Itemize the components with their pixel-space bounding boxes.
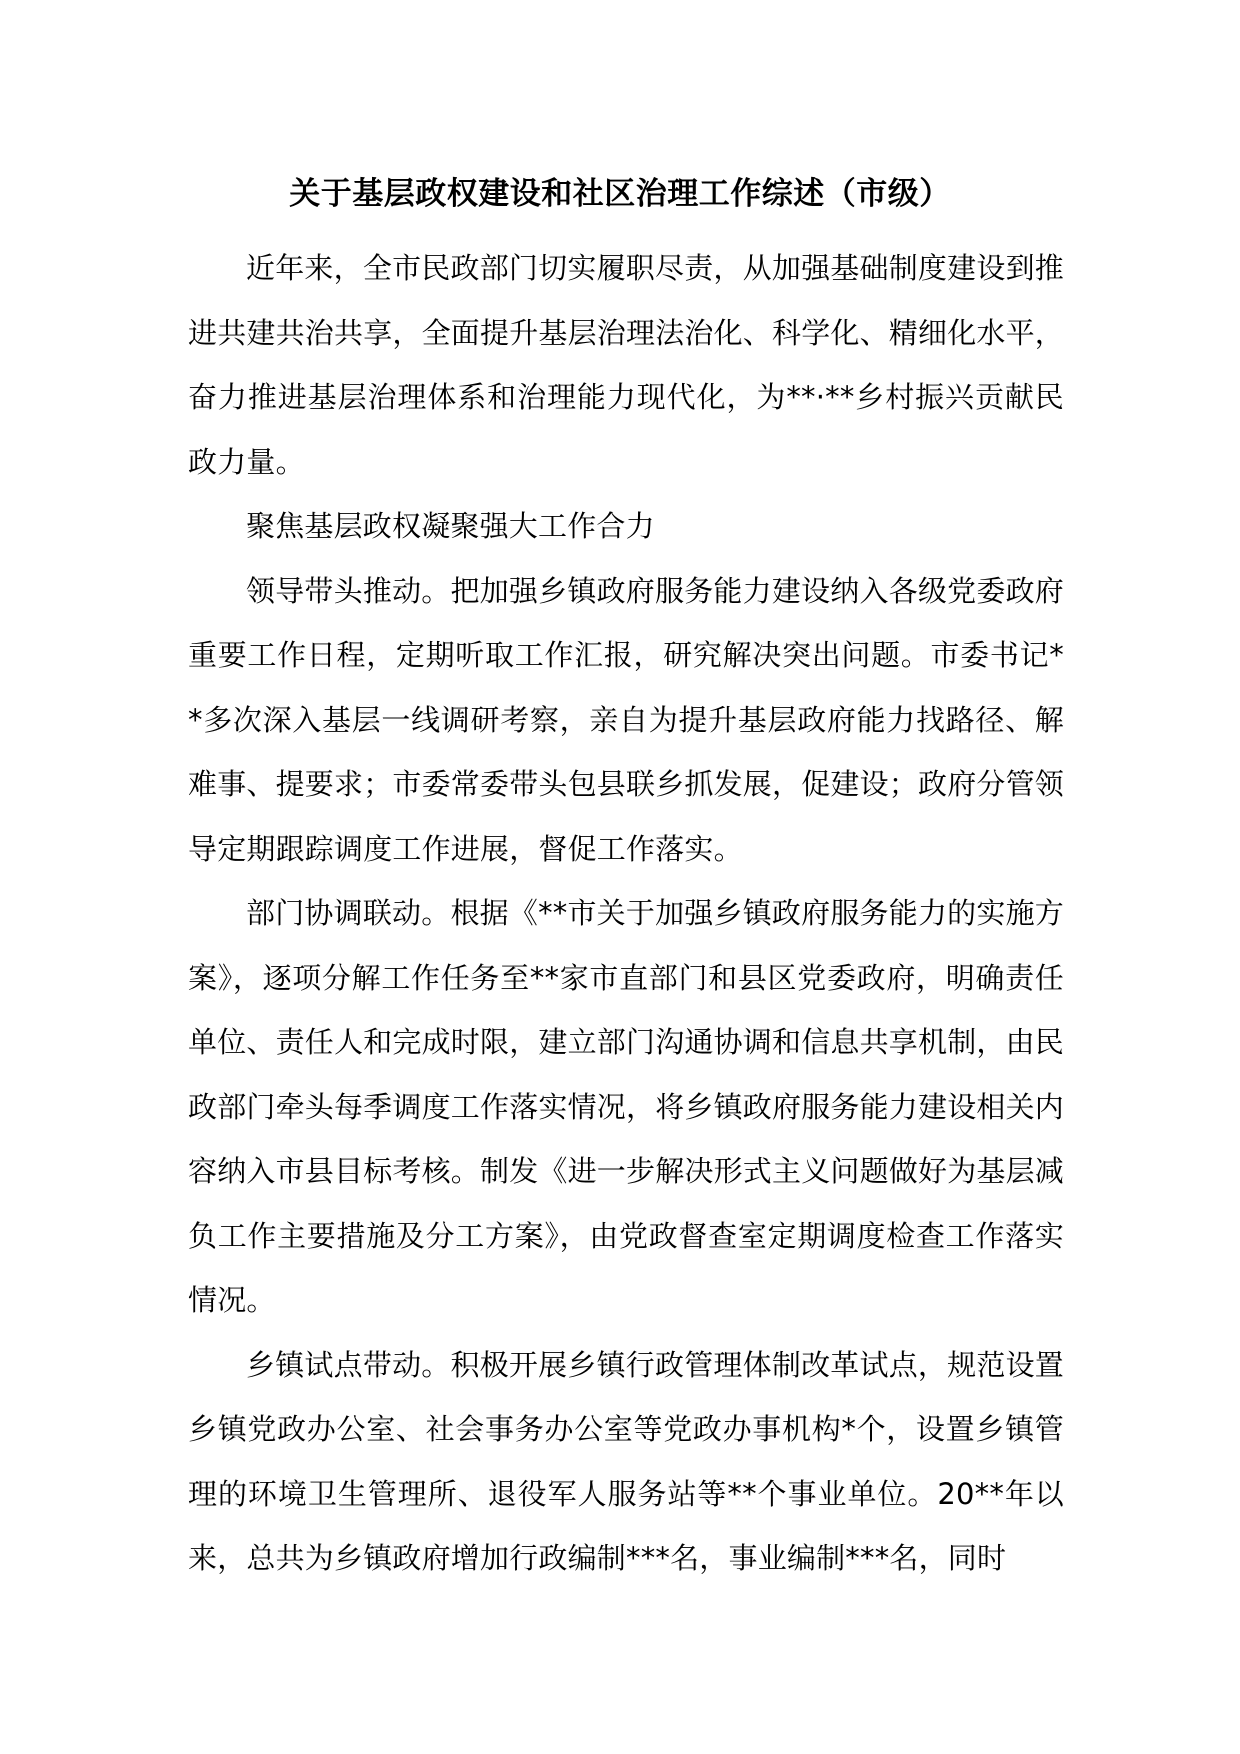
- document-body: [188, 236, 1064, 1591]
- document-title: 关于基层政权建设和社区治理工作综述（市级）: [289, 176, 951, 212]
- paragraph-township-pilot: 乡镇试点带动。积极开展乡镇行政管理体制改革试点，规范设置乡镇党政办公室、社会事务办公室等党政办事机构*个，设置乡镇管理的环境卫生管理所、退役军人服务站等**个事业单位。20**年以来，总共为乡镇政府增加行政编制***名，事业编制***名，同时: [188, 1347, 1064, 1575]
- paragraph-intro: 近年来，全市民政部门切实履职尽责，从加强基础制度建设到推进共建共治共享，全面提升基层治理法治化、科学化、精细化水平，奋力推进基层治理体系和治理能力现代化，为**·**乡村振兴贡献民政力量。: [188, 251, 1065, 479]
- section-heading: 聚焦基层政权凝聚强大工作合力: [246, 509, 655, 543]
- paragraph-department-coordination: 部门协调联动。根据《**市关于加强乡镇政府服务能力的实施方案》，逐项分解工作任务至**家市直部门和县区党委政府，明确责任单位、责任人和完成时限，建立部门沟通协调和信息共享机制，由民政部门牵头每季调度工作落实情况，将乡镇政府服务能力建设相关内容纳入市县目标考核。制发《进一步解决形式主义问题做好为基层减负工作主要措施及分工方案》，由党政督查室定期调度检查工作落实情况。: [188, 896, 1065, 1317]
- paragraph-leadership: 领导带头推动。把加强乡镇政府服务能力建设纳入各级党委政府重要工作日程，定期听取工作汇报，研究解决突出问题。市委书记**多次深入基层一线调研考察，亲自为提升基层政府能力找路径、解难事、提要求；市委常委带头包县联乡抓发展，促建设；政府分管领导定期跟踪调度工作进展，督促工作落实。: [188, 573, 1065, 866]
